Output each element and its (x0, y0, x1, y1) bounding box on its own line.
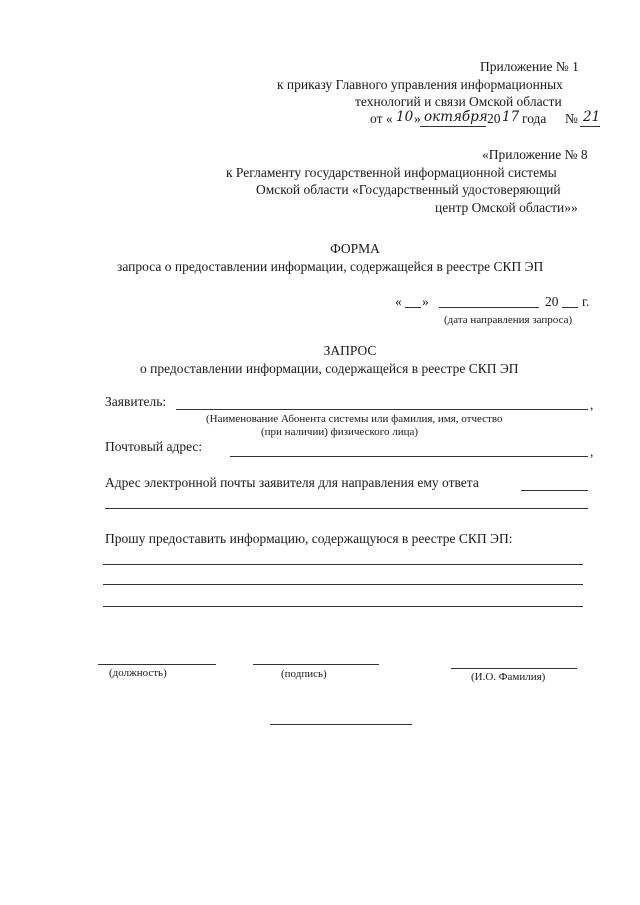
request-line-2[interactable] (103, 584, 583, 585)
postal-field-line[interactable] (230, 456, 588, 457)
applicant-field-line[interactable] (176, 409, 588, 410)
appendix-line-1: «Приложение № 8 (482, 147, 588, 162)
date-year-suffix: 17 (502, 109, 520, 125)
signature-line[interactable] (253, 664, 379, 665)
form-subtitle: запроса о предоставлении информации, содержащейся в реестре СКП ЭП (117, 259, 544, 274)
date-month-blank (439, 307, 539, 308)
request-title: ЗАПРОС (323, 343, 377, 358)
date-caption: (дата направления запроса) (444, 314, 573, 326)
date-day: 10 (396, 109, 414, 125)
date-open-quote: « (395, 294, 402, 309)
closing-line (270, 724, 412, 725)
applicant-comma: , (590, 397, 594, 412)
signature-caption: (подпись) (281, 668, 327, 680)
appendix-line-3: Омской области «Государственный удостоверяющий (256, 182, 561, 197)
date-g-label: г. (582, 294, 590, 309)
email-field-line-2[interactable] (105, 508, 588, 509)
date-mid: » (414, 111, 421, 126)
date-prefix: от « (370, 111, 393, 126)
date-month: октября (424, 109, 488, 125)
appendix-line-2: к Регламенту государственной информационной системы (226, 165, 557, 180)
applicant-hint-2: (при наличии) физического лица) (261, 426, 419, 438)
request-line-3[interactable] (103, 606, 583, 607)
email-label: Адрес электронной почты заявителя для направления ему ответа (105, 475, 479, 490)
number-prefix: № (565, 111, 578, 126)
request-line-1[interactable] (103, 564, 583, 565)
date-year-blank (562, 307, 578, 308)
position-caption: (должность) (109, 667, 167, 679)
number-underline (580, 126, 600, 127)
email-field-line[interactable] (521, 490, 588, 491)
date-year-label: 20 (545, 294, 559, 309)
date-month-underline (420, 126, 486, 127)
postal-comma: , (590, 444, 594, 459)
name-line[interactable] (451, 668, 577, 669)
header-line-1: Приложение № 1 (480, 59, 579, 74)
request-label: Прошу предоставить информацию, содержащуюся в реестре СКП ЭП: (105, 531, 513, 546)
form-title: ФОРМА (330, 241, 380, 256)
date-close-quote: » (422, 294, 429, 309)
header-date-line (370, 110, 600, 130)
applicant-hint-1: (Наименование Абонента системы или фамилия, имя, отчество (206, 413, 503, 425)
position-line[interactable] (98, 664, 216, 665)
appendix-line-4: центр Омской области»» (435, 200, 578, 215)
header-line-3: технологий и связи Омской области (355, 94, 562, 109)
date-year-prefix: 20 (487, 111, 501, 126)
date-suffix: года (522, 111, 547, 126)
postal-label: Почтовый адрес: (105, 439, 203, 454)
number-value: 21 (583, 109, 601, 125)
applicant-label: Заявитель: (105, 394, 167, 409)
request-date-line (395, 293, 605, 313)
header-line-2: к приказу Главного управления информационных (277, 77, 563, 92)
date-day-blank (405, 307, 421, 308)
request-subtitle: о предоставлении информации, содержащейся в реестре СКП ЭП (140, 361, 519, 376)
name-caption: (И.О. Фамилия) (471, 671, 546, 683)
